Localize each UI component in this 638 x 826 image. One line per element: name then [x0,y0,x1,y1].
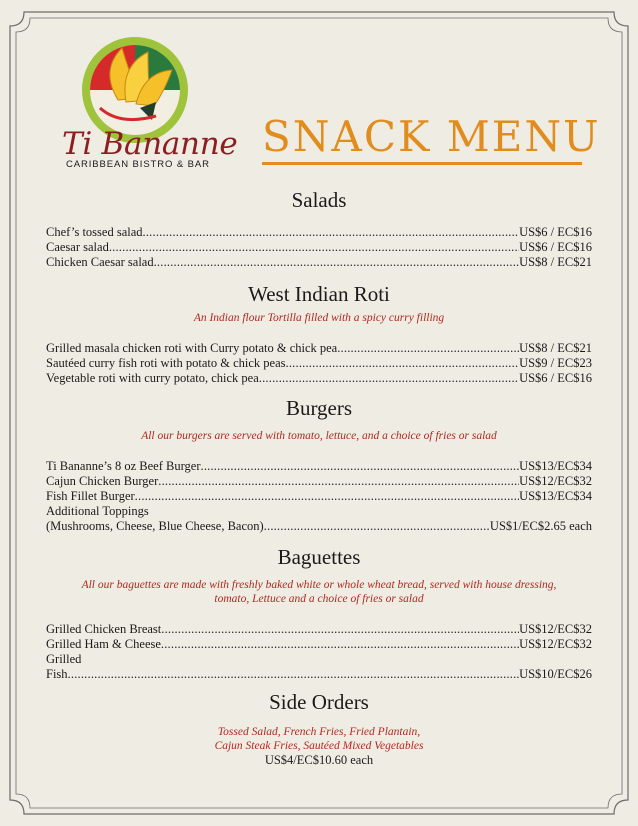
dot-leader [143,225,520,240]
grilled-label: Grilled [46,652,82,666]
list-item [46,240,592,255]
item-name: Grilled masala chicken roti with Curry potato & chick pea [46,341,338,355]
list-item [46,474,592,489]
page-title: SNACK MENU [262,112,601,161]
item-name: (Mushrooms, Cheese, Blue Cheese, Bacon) [46,519,264,533]
burgers-note: All our burgers are served with tomato, lettuce, and a choice of fries or salad [141,430,497,442]
section-title-baguettes: Baguettes [277,545,361,569]
dot-leader [337,341,519,356]
list-item [46,622,592,637]
dot-leader [68,667,520,682]
item-price: US$12/EC$32 [519,474,592,488]
item-name: Caesar salad [46,240,109,254]
item-name: Fish [46,667,68,681]
section-title-roti: West Indian Roti [248,282,390,306]
item-name: Grilled Ham & Cheese [46,637,161,651]
item-name: Cajun Chicken Burger [46,474,159,488]
burgers-list [46,459,592,534]
dot-leader [109,240,519,255]
toppings-label: Additional Toppings [46,504,149,518]
dot-leader [161,622,519,637]
dot-leader [161,637,519,652]
item-name: Ti Bananne’s 8 oz Beef Burger [46,459,201,473]
list-item [46,459,592,474]
item-price: US$9 / EC$23 [519,356,592,370]
item-price: US$12/EC$32 [519,622,592,636]
item-price: US$1/EC$2.65 each [489,519,592,533]
section-title-burgers: Burgers [285,396,353,420]
item-name: Fish Fillet Burger [46,489,135,503]
sides-line1: Tossed Salad, French Fries, Fried Plantain, [217,726,421,738]
baguettes-list [46,622,592,682]
dot-leader [135,489,519,504]
dot-leader [158,474,519,489]
list-item [46,225,592,240]
item-price: US$6 / EC$16 [519,371,592,385]
dot-leader [286,356,520,371]
salads-list [46,225,592,270]
item-price: US$12/EC$32 [519,637,592,651]
item-name: Chicken Caesar salad [46,255,154,269]
item-name: Chef’s tossed salad [46,225,143,239]
list-item [46,489,592,504]
dot-leader [259,371,519,386]
roti-note: An Indian flour Tortilla filled with a spicy curry filling [193,312,445,324]
list-item [46,356,592,371]
list-item [46,255,592,270]
brand-name: Ti Bananne [62,126,238,162]
item-price: US$10/EC$26 [519,667,592,681]
list-item [46,519,592,534]
item-price: US$13/EC$34 [519,489,592,503]
brand-subtitle: CARIBBEAN BISTRO & BAR [66,159,210,170]
sides-price: US$4/EC$10.60 each [264,753,374,767]
section-title-sides: Side Orders [269,690,369,714]
list-item [46,341,592,356]
section-title-salads: Salads [291,188,347,212]
baguettes-note-line1: All our baguettes are made with freshly baked white or whole wheat bread, served with house dressing, [81,579,557,591]
item-price: US$6 / EC$16 [519,240,592,254]
item-price: US$13/EC$34 [519,459,592,473]
list-item [46,371,592,386]
roti-list [46,341,592,386]
item-price: US$8 / EC$21 [519,341,592,355]
dot-leader [264,519,490,534]
item-price: US$8 / EC$21 [519,255,592,269]
list-item [46,637,592,652]
dot-leader [154,255,519,270]
title-underline [262,162,582,165]
item-name: Vegetable roti with curry potato, chick pea [46,371,259,385]
item-price: US$6 / EC$16 [519,225,592,239]
item-name: Sautéed curry fish roti with potato & chick peas [46,356,286,370]
list-item [46,667,592,682]
item-name: Grilled Chicken Breast [46,622,162,636]
baguettes-note-line2: tomato, Lettuce and a choice of fries or salad [214,593,424,605]
sides-line2: Cajun Steak Fries, Sautéed Mixed Vegetables [214,740,424,752]
dot-leader [201,459,520,474]
